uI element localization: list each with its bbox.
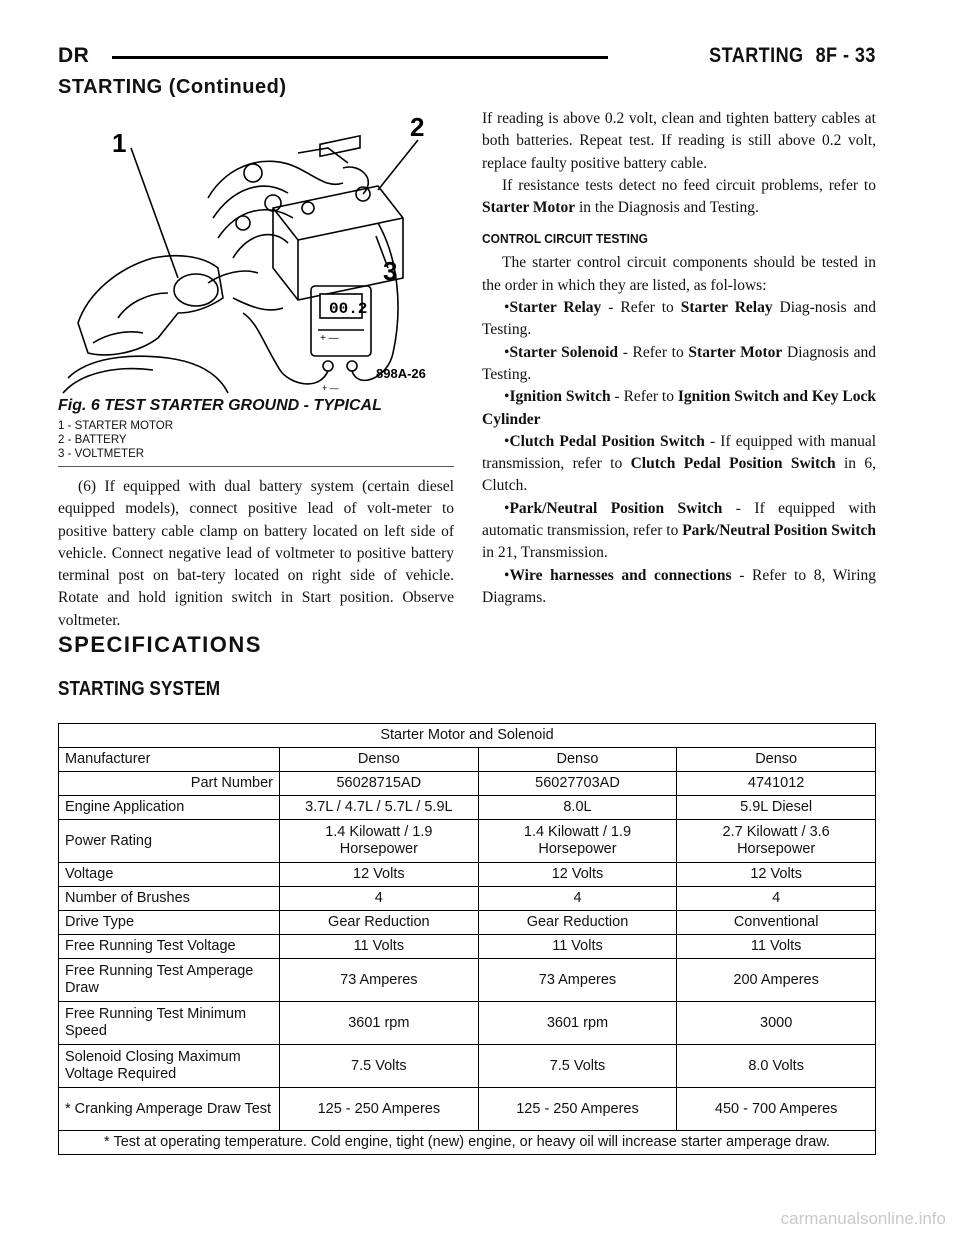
table-row: * Cranking Amperage Draw Test 125 - 250 Amperes 125 - 250 Amperes 450 - 700 Amperes — [59, 1088, 876, 1131]
starter-ground-figure — [58, 108, 450, 398]
step-6-paragraph: (6) If equipped with dual battery system (certain diesel equipped models), connect positive lead of volt-meter to positive battery cable clamp on battery located on left side of vehicle. Connect negative lead of voltmeter to positive battery terminal post on bat-tery located on right side of vehicle. Rotate and hold ignition switch in Start position. Observe voltmeter. — [58, 478, 454, 629]
callout-1: 1 — [112, 128, 127, 158]
table-row: Number of Brushes 4 4 4 — [59, 887, 876, 911]
callout-2: 2 — [410, 112, 425, 142]
figure-divider — [58, 466, 454, 467]
table-row: Solenoid Closing Maximum Voltage Required 7.5 Volts 7.5 Volts 8.0 Volts — [59, 1045, 876, 1088]
legend-item: 1 - STARTER MOTOR — [58, 420, 174, 432]
figure-caption: Fig. 6 TEST STARTER GROUND - TYPICAL — [58, 397, 382, 414]
positive-lead — [243, 313, 328, 384]
page-header — [58, 44, 876, 70]
terminal-plus-minus: + — — [322, 383, 339, 393]
table-row: Free Running Test Voltage 11 Volts 11 Volts 11 Volts — [59, 935, 876, 959]
bullet-item: •Starter Relay - Refer to Starter Relay Diag-nosis and Testing. — [482, 299, 876, 339]
table-row: Free Running Test Amperage Draw 73 Amperes 73 Amperes 200 Amperes — [59, 959, 876, 1002]
control-circuit-intro: The starter control circuit components should be tested in the order in which they are listed, as fol-lows: — [482, 254, 876, 294]
table-row: Engine Application 3.7L / 4.7L / 5.7L / 5.9L 8.0L 5.9L Diesel — [59, 796, 876, 820]
bullet-item: •Clutch Pedal Position Switch - If equipped with manual transmission, refer to Clutch Pedal Position Switch in 6, Clutch. — [482, 432, 877, 495]
figure-legend — [58, 419, 173, 461]
table-row: Part Number 56028715AD 56027703AD 4741012 — [59, 772, 876, 796]
starting-system-heading: STARTING SYSTEM — [58, 678, 221, 700]
table-heading-row — [59, 724, 876, 748]
header-rule — [112, 56, 608, 59]
table-footnote-row — [59, 1131, 876, 1155]
meter-plus-minus: + — — [320, 333, 339, 344]
left-column — [58, 476, 454, 632]
figure-illustration — [58, 108, 450, 398]
control-circuit-heading: CONTROL CIRCUIT TESTING — [482, 231, 648, 247]
continued-title: STARTING (Continued) — [58, 76, 287, 98]
bullet-item: •Starter Solenoid - Refer to Starter Motor Diagnosis and Testing. — [482, 343, 877, 383]
table-row: Manufacturer Denso Denso Denso — [59, 748, 876, 772]
reading-paragraph: If reading is above 0.2 volt, clean and tighten battery cables at both batteries. Repeat test. If reading is still above 0.2 volt, replace faulty positive battery cable. — [482, 110, 876, 172]
bullet-item: •Park/Neutral Position Switch - If equipped with automatic transmission, refer to Park/Neutral Position Switch in 21, Transmission. — [482, 499, 877, 562]
specifications-table — [58, 723, 876, 1155]
meter-display-text: 00.2 — [329, 300, 368, 318]
resistance-paragraph: If resistance tests detect no feed circuit problems, refer to Starter Motor in the Diagnosis and Testing. — [482, 176, 876, 217]
table-row: Voltage 12 Volts 12 Volts 12 Volts — [59, 863, 876, 887]
table-heading: Starter Motor and Solenoid — [59, 724, 876, 748]
header-page-number: 8F - 33 — [815, 44, 876, 67]
right-column — [482, 108, 876, 609]
header-model-code: DR — [58, 44, 90, 67]
watermark-text: carmanualsonline.info — [780, 1209, 946, 1228]
table-row: Free Running Test Minimum Speed 3601 rpm 3601 rpm 3000 — [59, 1002, 876, 1045]
header-section-page — [709, 44, 876, 68]
specifications-heading: SPECIFICATIONS — [58, 632, 262, 657]
figure-image-code: 898A-26 — [376, 366, 426, 381]
table-row: Power Rating 1.4 Kilowatt / 1.9 Horsepower 1.4 Kilowatt / 1.9 Horsepower 2.7 Kilowatt / 3.6 Horsepower — [59, 820, 876, 863]
table-footnote: * Test at operating temperature. Cold engine, tight (new) engine, or heavy oil will increase starter amperage draw. — [59, 1131, 876, 1155]
header-section: STARTING — [709, 44, 804, 67]
callout-3: 3 — [383, 256, 398, 286]
legend-item: 2 - BATTERY — [58, 434, 127, 446]
table-row: Drive Type Gear Reduction Gear Reduction Conventional — [59, 911, 876, 935]
legend-item: 3 - VOLTMETER — [58, 448, 145, 460]
bullet-item: •Ignition Switch - Refer to Ignition Switch and Key Lock Cylinder — [482, 388, 876, 428]
bullet-item: •Wire harnesses and connections - Refer to 8, Wiring Diagrams. — [482, 566, 876, 606]
link-starter-motor: Starter Motor — [482, 199, 576, 217]
